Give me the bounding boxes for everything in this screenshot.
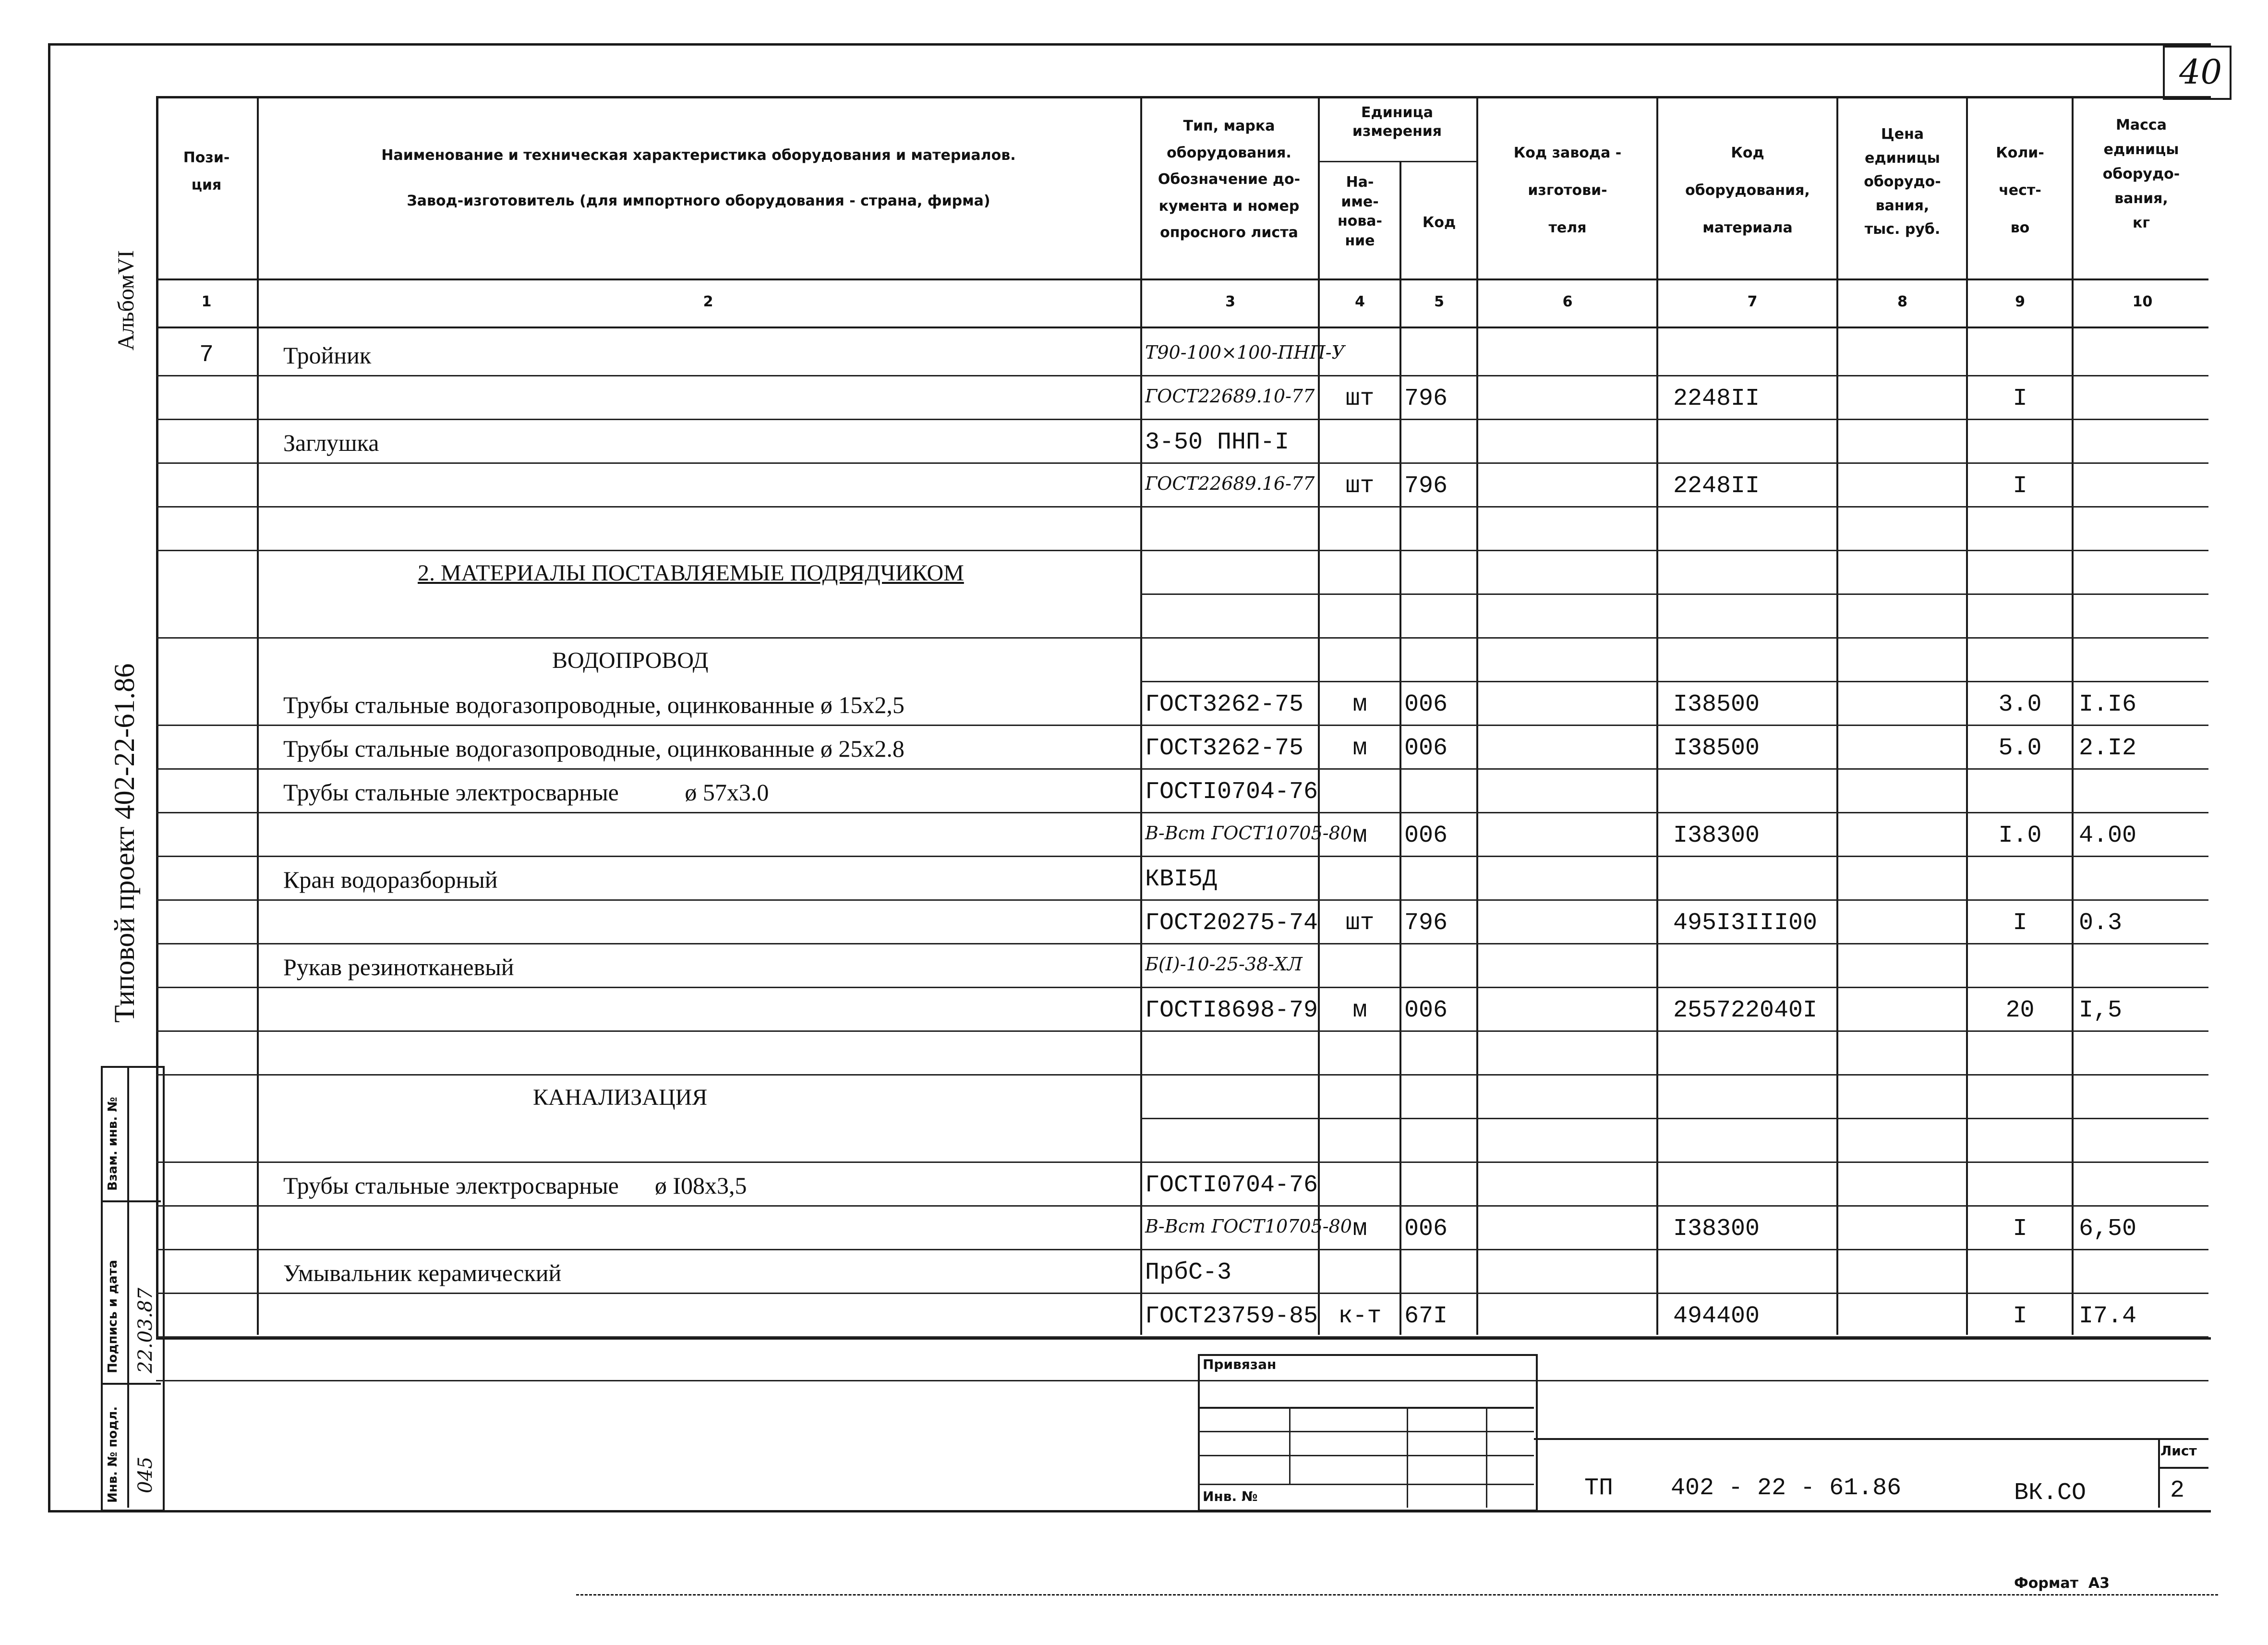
cell-name: Трубы стальные электросварные ø I08х3,5 bbox=[283, 1172, 747, 1199]
column-number: 9 bbox=[2015, 293, 2025, 310]
cell-qty: I bbox=[2013, 385, 2027, 412]
column-number: 1 bbox=[201, 293, 212, 310]
sheet-label: Лист bbox=[2160, 1443, 2197, 1459]
format-label: Формат А3 bbox=[2014, 1575, 2110, 1592]
header-position: Пози- ция bbox=[183, 149, 230, 194]
cell-equip: 495I3III00 bbox=[1673, 909, 1818, 937]
approved-label: Привязан bbox=[1203, 1356, 1277, 1372]
cell-code: 796 bbox=[1404, 385, 1448, 412]
cell-type: Т90-100×100-ПНП-У bbox=[1145, 342, 1345, 363]
cell-name: Рукав резинотканевый bbox=[283, 954, 514, 980]
cell-type: ГОСТI0704-76 bbox=[1145, 778, 1318, 806]
table-row bbox=[156, 506, 2208, 508]
cell-equip: 255722040I bbox=[1673, 997, 1818, 1024]
table-row bbox=[156, 1205, 2208, 1207]
cell-qty: I bbox=[2013, 1303, 2027, 1330]
cell-type: КВI5Д bbox=[1145, 866, 1218, 893]
cell-qty: I bbox=[2013, 472, 2027, 500]
header-factory-code: Код завода - изготови- теля bbox=[1513, 145, 1622, 236]
cell-qty: 20 bbox=[2005, 997, 2035, 1024]
column-number: 2 bbox=[703, 293, 713, 310]
column-number: 5 bbox=[1434, 293, 1444, 310]
cell-name: Трубы стальные электросварные ø 57х3.0 bbox=[283, 779, 769, 806]
table-row bbox=[156, 1293, 2208, 1294]
table-row bbox=[156, 812, 2208, 813]
table-row bbox=[156, 550, 2208, 551]
table-row bbox=[156, 1161, 2208, 1163]
column-number: 4 bbox=[1355, 293, 1365, 310]
cell-type: ГОСТI0704-76 bbox=[1145, 1172, 1318, 1199]
cell-type: ГОСТI8698-79 bbox=[1145, 997, 1318, 1024]
header-type: Тип, марка оборудования. Обозначение до- кумента и номер опросного листа bbox=[1158, 118, 1301, 241]
table-row bbox=[156, 899, 2208, 901]
cell-equip: 494400 bbox=[1673, 1303, 1760, 1330]
cell-type: ГОСТ22689.16-77 bbox=[1145, 473, 1315, 494]
cell-unit: шт bbox=[1345, 472, 1375, 500]
sheet-number: 2 bbox=[2170, 1477, 2185, 1504]
table-row bbox=[156, 725, 2208, 726]
cell-name: 2. МАТЕРИАЛЫ ПОСТАВЛЯЕМЫЕ ПОДРЯДЧИКОМ bbox=[418, 560, 964, 586]
column-number: 8 bbox=[1897, 293, 1907, 310]
header-unit-group: Единица измерения bbox=[1352, 104, 1442, 140]
cell-type: 3-50 ПНП-I bbox=[1145, 429, 1290, 456]
cell-equip: 2248II bbox=[1673, 472, 1760, 500]
header-equip-code: Код оборудования, материала bbox=[1685, 145, 1810, 236]
album-label: АльбомVI bbox=[113, 250, 139, 351]
header-quantity: Коли- чест- во bbox=[1996, 145, 2044, 236]
stamp-inv-value: 045 bbox=[134, 1456, 157, 1493]
cell-code: 796 bbox=[1404, 472, 1448, 500]
table-row bbox=[156, 856, 2208, 857]
cell-unit: м bbox=[1352, 691, 1367, 718]
cell-code: 796 bbox=[1404, 909, 1448, 937]
table-row bbox=[1140, 593, 2208, 595]
stamp-sign-date: Подпись и дата bbox=[106, 1259, 120, 1373]
header-name-line2: Завод-изготовитель (для импортного оборудования - страна, фирма) bbox=[407, 193, 990, 209]
table-row bbox=[156, 637, 2208, 639]
cell-unit: м bbox=[1352, 822, 1367, 849]
table-row bbox=[156, 943, 2208, 944]
doc-code: ТП 402 - 22 - 61.86 bbox=[1584, 1475, 1902, 1502]
cell-unit: м bbox=[1352, 735, 1367, 762]
table-row bbox=[156, 462, 2208, 464]
stamp-date-value: 22.03.87 bbox=[134, 1287, 157, 1373]
table-row bbox=[1140, 681, 2208, 682]
table-row bbox=[1140, 1118, 2208, 1119]
cell-type: ГОСТ20275-74 bbox=[1145, 909, 1318, 937]
column-number: 3 bbox=[1225, 293, 1235, 310]
header-unit-code: Код bbox=[1422, 214, 1456, 231]
table-row bbox=[156, 1074, 2208, 1076]
cell-qty: 3.0 bbox=[1998, 691, 2042, 718]
table-row bbox=[156, 419, 2208, 420]
cell-mass: 0.3 bbox=[2079, 909, 2123, 937]
sheet-corner-box bbox=[2163, 46, 2232, 100]
cell-name: Трубы стальные водогазопроводные, оцинкованные ø 25х2.8 bbox=[283, 735, 905, 762]
cell-name: Кран водоразборный bbox=[283, 866, 498, 893]
header-unit-name: На- име- нова- ние bbox=[1337, 174, 1383, 249]
cell-equip: 2248II bbox=[1673, 385, 1760, 412]
table-row bbox=[156, 987, 2208, 988]
cell-code: 006 bbox=[1404, 691, 1448, 718]
cell-type: Б(I)-10-25-38-ХЛ bbox=[1145, 954, 1303, 975]
cell-qty: I bbox=[2013, 1215, 2027, 1243]
table-row bbox=[156, 375, 2208, 376]
cell-equip: I38500 bbox=[1673, 691, 1760, 718]
cell-type: ГОСТ22689.10-77 bbox=[1145, 386, 1315, 407]
doc-mark: ВК.СО bbox=[2014, 1479, 2087, 1507]
table-row bbox=[156, 1336, 2208, 1338]
cell-name: Заглушка bbox=[283, 429, 379, 456]
table-row bbox=[156, 1030, 2208, 1032]
cell-code: 67I bbox=[1404, 1303, 1448, 1330]
cell-name: Умывальник керамический bbox=[283, 1259, 562, 1286]
cell-unit: м bbox=[1352, 1215, 1367, 1243]
cell-mass: I,5 bbox=[2079, 997, 2123, 1024]
inv-no-label: Инв. № bbox=[1203, 1488, 1258, 1504]
cell-equip: I38300 bbox=[1673, 822, 1760, 849]
table-row bbox=[156, 768, 2208, 770]
cell-equip: I38500 bbox=[1673, 735, 1760, 762]
column-number: 7 bbox=[1747, 293, 1758, 310]
cell-qty: I bbox=[2013, 909, 2027, 937]
cell-unit: шт bbox=[1345, 909, 1375, 937]
cell-name: Трубы стальные водогазопроводные, оцинкованные ø 15х2,5 bbox=[283, 691, 905, 718]
cell-name: ВОДОПРОВОД bbox=[552, 648, 709, 673]
cell-type: В-Вст ГОСТ10705-80 bbox=[1145, 1216, 1352, 1237]
column-number: 10 bbox=[2132, 293, 2153, 310]
cell-pos: 7 bbox=[199, 341, 214, 369]
cell-qty: I.0 bbox=[1998, 822, 2042, 849]
cell-name: Тройник bbox=[283, 342, 372, 369]
cell-code: 006 bbox=[1404, 1215, 1448, 1243]
sheet-corner-number: 40 bbox=[2179, 52, 2222, 92]
header-name-line1: Наименование и техническая характеристика оборудования и материалов. bbox=[381, 147, 1016, 164]
project-label: Типовой проект 402-22-61.86 bbox=[109, 663, 140, 1023]
column-number: 6 bbox=[1562, 293, 1573, 310]
cell-mass: 6,50 bbox=[2079, 1215, 2137, 1243]
cell-qty: 5.0 bbox=[1998, 735, 2042, 762]
cell-type: ПрбС-3 bbox=[1145, 1259, 1232, 1286]
cell-type: ГОСТ3262-75 bbox=[1145, 735, 1304, 762]
cell-code: 006 bbox=[1404, 735, 1448, 762]
cell-unit: к-т bbox=[1338, 1303, 1382, 1330]
cell-type: ГОСТ3262-75 bbox=[1145, 691, 1304, 718]
cell-equip: I38300 bbox=[1673, 1215, 1760, 1243]
cell-type: В-Вст ГОСТ10705-80 bbox=[1145, 822, 1352, 844]
stamp-replace-inv: Взам. инв. № bbox=[106, 1097, 120, 1191]
cell-name: КАНАЛИЗАЦИЯ bbox=[533, 1085, 708, 1110]
header-mass: Масса единицы оборудо- вания, кг bbox=[2102, 117, 2180, 231]
cell-unit: м bbox=[1352, 997, 1367, 1024]
cell-code: 006 bbox=[1404, 822, 1448, 849]
cell-type: ГОСТ23759-85 bbox=[1145, 1303, 1318, 1330]
cell-unit: шт bbox=[1345, 385, 1375, 412]
cell-code: 006 bbox=[1404, 997, 1448, 1024]
cell-mass: 2.I2 bbox=[2079, 735, 2137, 762]
table-row bbox=[156, 1249, 2208, 1250]
table-row bbox=[156, 1380, 2208, 1381]
header-price: Цена единицы оборудо- вания, тыс. руб. bbox=[1864, 126, 1941, 238]
cell-mass: I7.4 bbox=[2079, 1303, 2137, 1330]
cell-mass: 4.00 bbox=[2079, 822, 2137, 849]
cell-mass: I.I6 bbox=[2079, 691, 2137, 718]
stamp-inv-orig: Инв. № подл. bbox=[106, 1406, 120, 1503]
